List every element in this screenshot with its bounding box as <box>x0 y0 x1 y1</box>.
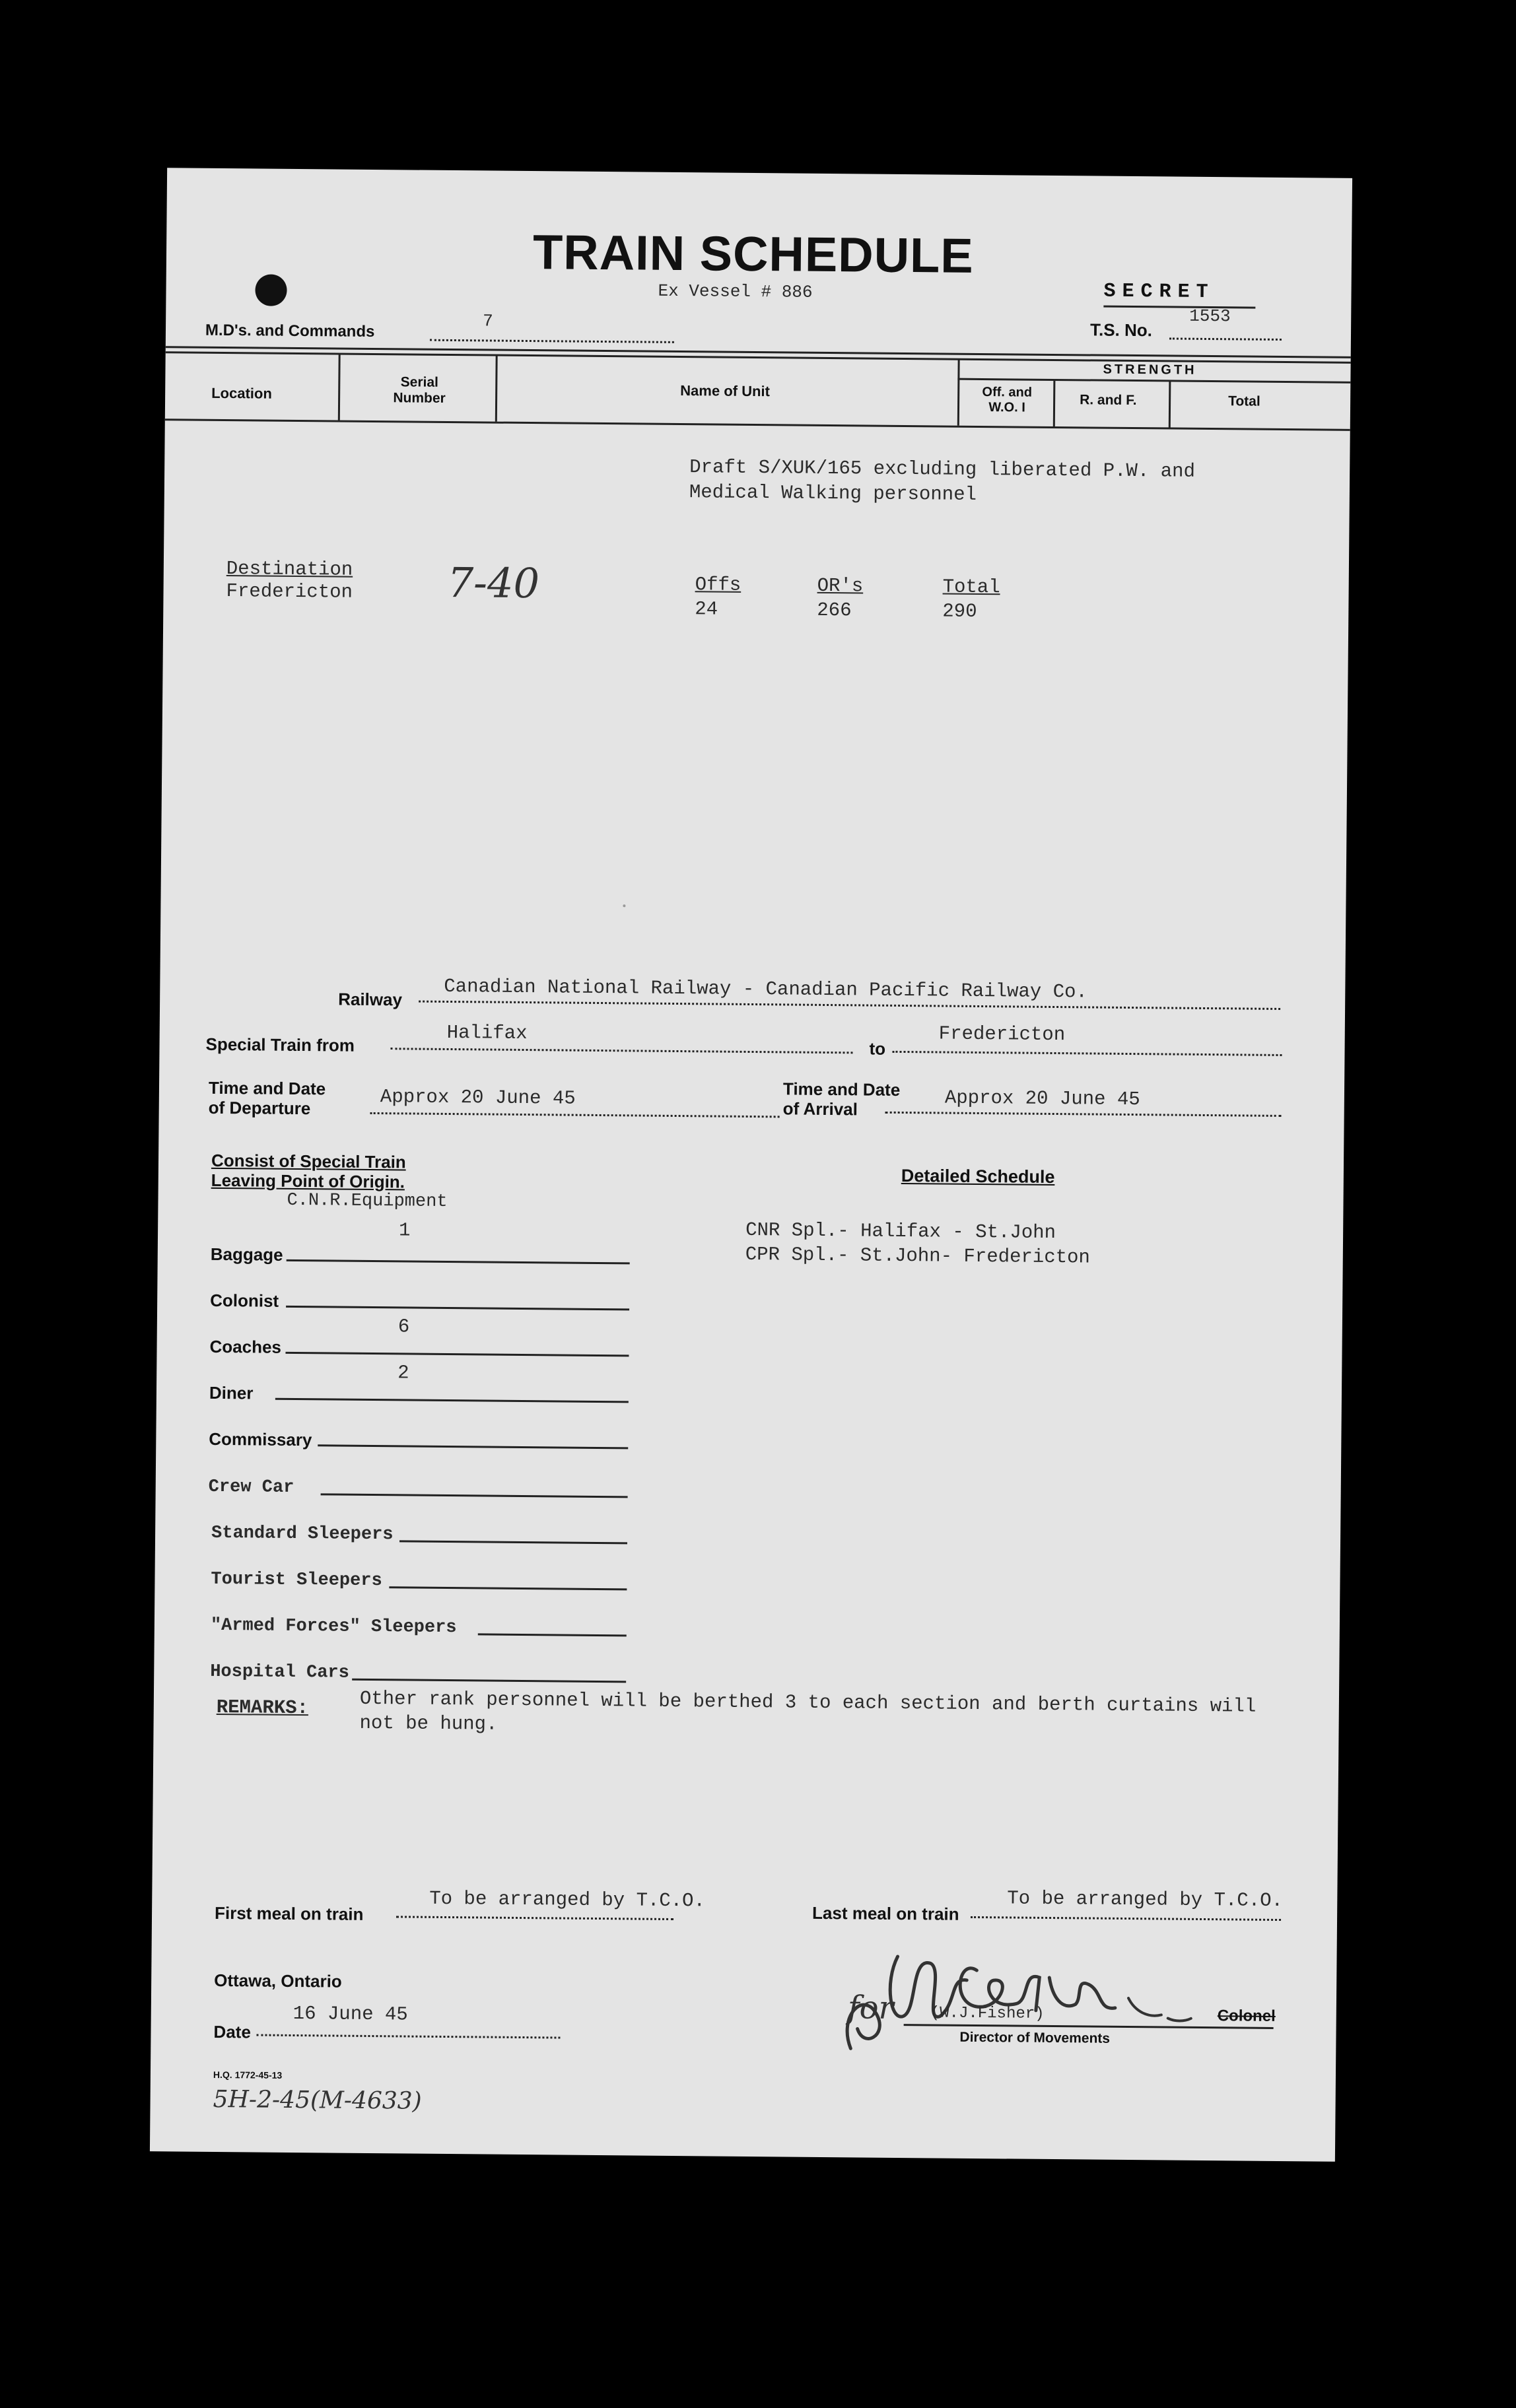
col-strength: STRENGTH <box>1103 362 1197 378</box>
signer-title: Director of Movements <box>959 2029 1111 2046</box>
unit-line-2: Medical Walking personnel <box>689 481 977 506</box>
form-code: H.Q. 1772-45-13 <box>213 2069 283 2081</box>
arrival-line <box>885 1112 1282 1117</box>
coaches-line <box>285 1352 629 1357</box>
col-divider <box>1169 381 1171 427</box>
table-bottom-rule <box>165 418 1350 431</box>
ts-line <box>1169 337 1282 340</box>
baggage-value: 1 <box>398 1219 411 1242</box>
departure-label-1: Time and Date <box>208 1077 326 1099</box>
to-line <box>892 1051 1282 1056</box>
total-value: 290 <box>942 600 977 622</box>
special-to-label: to <box>869 1038 886 1059</box>
consist-equipment: C.N.R.Equipment <box>287 1190 448 1212</box>
baggage-label: Baggage <box>210 1244 283 1265</box>
railway-line <box>419 1001 1280 1010</box>
date-label: Date <box>213 2021 251 2042</box>
col-unit: Name of Unit <box>680 382 771 400</box>
col-divider <box>495 356 498 422</box>
first-meal-line <box>396 1916 673 1920</box>
destination-label: Destination <box>226 558 353 581</box>
colonist-label: Colonist <box>210 1290 279 1311</box>
departure-label-2: of Departure <box>208 1097 311 1119</box>
serial-handwritten: 7-40 <box>447 558 540 608</box>
first-meal-label: First meal on train <box>214 1902 364 1924</box>
colonist-line <box>286 1306 629 1311</box>
offs-label: Offs <box>695 574 741 596</box>
col-serial: Serial Number <box>393 374 446 406</box>
tourist-line <box>389 1586 627 1590</box>
special-to-value: Fredericton <box>938 1022 1066 1046</box>
standard-sleepers-label: Standard Sleepers <box>211 1523 394 1545</box>
vessel-line: Ex Vessel # 886 <box>658 281 813 302</box>
armed-sleepers-label: "Armed Forces" Sleepers <box>210 1615 457 1638</box>
arrival-label-1: Time and Date <box>782 1079 901 1100</box>
armed-line <box>478 1633 627 1636</box>
ors-label: OR's <box>817 574 864 597</box>
last-meal-label: Last meal on train <box>811 1902 959 1924</box>
detailed-schedule-title: Detailed Schedule <box>901 1165 1055 1187</box>
speck <box>623 904 625 907</box>
consist-label-2: Leaving Point of Origin. <box>211 1170 405 1192</box>
destination-value: Fredericton <box>226 580 353 603</box>
arrival-value: Approx 20 June 45 <box>944 1087 1140 1111</box>
detailed-line-2: CPR Spl.- St.John- Fredericton <box>745 1243 1091 1269</box>
remarks-line-1: Other rank personnel will be berthed 3 to each section and berth curtains will <box>359 1687 1257 1718</box>
standard-line <box>399 1540 627 1544</box>
file-reference: 5H-2-45(M-4633) <box>213 2085 422 2115</box>
diner-value: 2 <box>397 1362 409 1384</box>
special-from-value: Halifax <box>446 1021 528 1045</box>
total-label: Total <box>942 576 1000 599</box>
document-page <box>150 168 1352 2162</box>
place: Ottawa, Ontario <box>214 1970 342 1991</box>
col-divider <box>957 360 960 426</box>
md-value: 7 <box>483 311 493 331</box>
offs-value: 24 <box>695 598 718 620</box>
remarks-line-2: not be hung. <box>359 1712 498 1735</box>
col-divider <box>1053 380 1056 426</box>
first-meal-value: To be arranged by T.C.O. <box>429 1887 706 1912</box>
coaches-label: Coaches <box>209 1336 282 1357</box>
railway-value: Canadian National Railway - Canadian Pacific Railway Co. <box>444 975 1088 1003</box>
commissary-label: Commissary <box>209 1428 312 1450</box>
hospital-line <box>352 1679 626 1683</box>
baggage-line <box>287 1259 630 1265</box>
punch-hole <box>255 274 287 306</box>
date-value: 16 June 45 <box>293 2002 408 2026</box>
detailed-line-1: CNR Spl.- Halifax - St.John <box>745 1219 1056 1244</box>
signer-rank: Colonel <box>1217 2007 1276 2025</box>
signer-name: (W.J.Fisher) <box>930 2004 1045 2023</box>
ts-number: 1553 <box>1189 306 1231 327</box>
diner-line <box>275 1398 629 1403</box>
consist-label-1: Consist of Special Train <box>211 1150 406 1172</box>
railway-label: Railway <box>338 989 403 1010</box>
last-meal-value: To be arranged by T.C.O. <box>1007 1887 1284 1912</box>
arrival-label-2: of Arrival <box>782 1098 858 1120</box>
col-divider <box>338 354 341 420</box>
classification-stamp: SECRET <box>1103 280 1215 304</box>
md-line <box>430 339 674 343</box>
col-location: Location <box>211 384 272 402</box>
page-title: TRAIN SCHEDULE <box>532 224 975 283</box>
from-line <box>391 1048 853 1054</box>
crew-car-line <box>321 1493 628 1498</box>
ors-value: 266 <box>817 599 852 622</box>
commissary-line <box>318 1444 628 1449</box>
departure-value: Approx 20 June 45 <box>380 1086 576 1110</box>
unit-line-1: Draft S/XUK/165 excluding liberated P.W. and <box>689 456 1196 483</box>
crew-car-label: Crew Car <box>208 1477 294 1498</box>
md-label: M.D's. and Commands <box>205 321 375 341</box>
diner-label: Diner <box>209 1382 254 1403</box>
remarks-label: REMARKS: <box>216 1696 309 1720</box>
coaches-value: 6 <box>397 1316 410 1338</box>
col-off: Off. and W.O. I <box>982 385 1033 415</box>
col-total: Total <box>1228 393 1260 409</box>
ts-label: T.S. No. <box>1089 319 1153 341</box>
strength-rule <box>957 378 1350 384</box>
tourist-sleepers-label: Tourist Sleepers <box>211 1569 382 1591</box>
signature-flourish <box>1128 1998 1191 2021</box>
signature-for: for <box>847 1989 894 2026</box>
departure-line <box>370 1112 780 1118</box>
classification-underline <box>1103 306 1255 309</box>
date-line <box>256 2034 560 2039</box>
col-rf: R. and F. <box>1080 392 1137 409</box>
special-from-label: Special Train from <box>205 1034 355 1055</box>
hospital-cars-label: Hospital Cars <box>210 1661 350 1683</box>
